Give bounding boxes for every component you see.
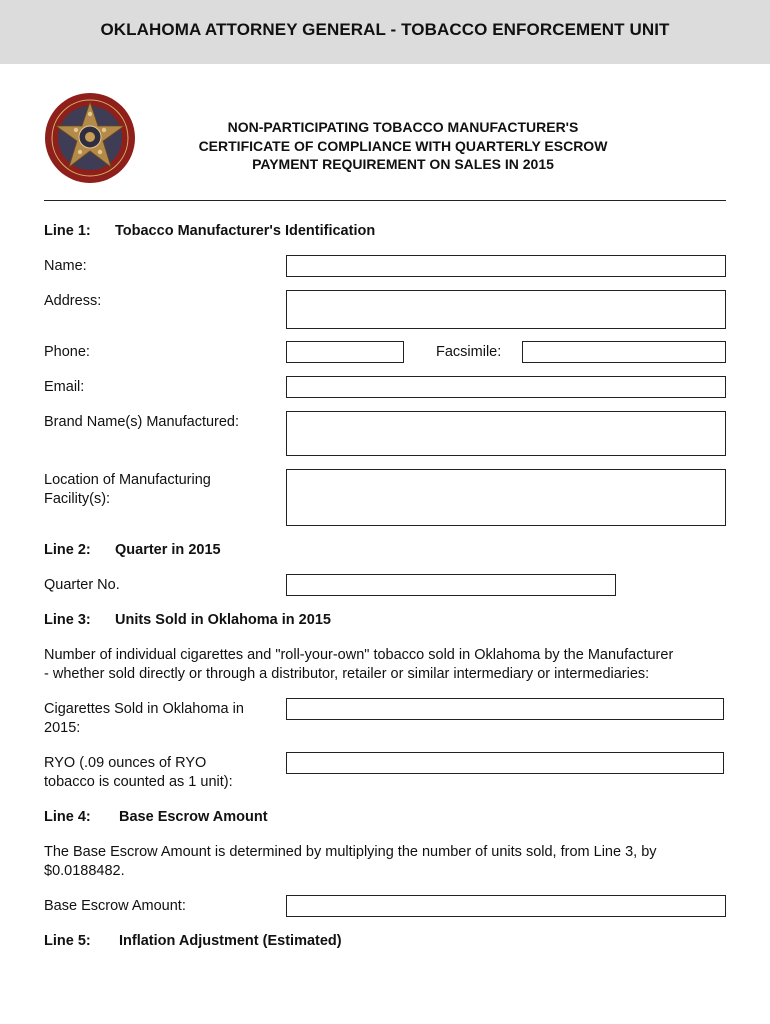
line4-description-line: $0.0188482. (44, 863, 125, 879)
cigarettes-sold-field[interactable] (286, 698, 724, 720)
banner-title: OKLAHOMA ATTORNEY GENERAL - TOBACCO ENFORCEMENT UNIT (100, 20, 670, 39)
great-seal-of-oklahoma-icon (44, 92, 136, 184)
phone-label: Phone: (44, 344, 90, 360)
base-escrow-label: Base Escrow Amount: (44, 898, 186, 914)
line1-heading: Tobacco Manufacturer's Identification (115, 223, 376, 239)
address-label: Address: (44, 293, 102, 309)
line3-label: Line 3: (44, 612, 91, 628)
ryo-label-line: RYO (.09 ounces of RYO (44, 755, 207, 771)
quarter-field[interactable] (286, 574, 616, 596)
location-field[interactable] (286, 469, 726, 526)
name-label: Name: (44, 258, 87, 274)
location-label-line: Location of Manufacturing (44, 472, 211, 488)
facsimile-label: Facsimile: (436, 344, 502, 360)
line5-heading: Inflation Adjustment (Estimated) (119, 933, 342, 949)
ryo-label-line: tobacco is counted as 1 unit): (44, 774, 233, 790)
email-label: Email: (44, 379, 85, 395)
name-field[interactable] (286, 255, 726, 277)
line2-label: Line 2: (44, 542, 91, 558)
facsimile-field[interactable] (522, 341, 726, 363)
address-field[interactable] (286, 290, 726, 329)
header-banner (0, 0, 770, 64)
line1-label: Line 1: (44, 223, 91, 239)
location-label-line: Facility(s): (44, 491, 111, 507)
email-field[interactable] (286, 376, 726, 398)
cigarettes-label-line: Cigarettes Sold in Oklahoma in (44, 701, 244, 717)
ryo-field[interactable] (286, 752, 724, 774)
line4-description-line: The Base Escrow Amount is determined by multiplying the number of units sold, from Line 3, by (44, 844, 657, 860)
line3-description-line: - whether sold directly or through a distributor, retailer or similar intermediary or intermediaries: (44, 666, 650, 682)
cigarettes-label-line: 2015: (44, 720, 81, 736)
brands-label: Brand Name(s) Manufactured: (44, 414, 240, 430)
quarter-label: Quarter No. (44, 577, 120, 593)
document-title-line: PAYMENT REQUIREMENT ON SALES IN 2015 (252, 156, 554, 172)
line2-heading: Quarter in 2015 (115, 542, 221, 558)
line3-heading: Units Sold in Oklahoma in 2015 (115, 612, 331, 628)
document-title-line: NON-PARTICIPATING TOBACCO MANUFACTURER'S (227, 119, 579, 135)
line4-heading: Base Escrow Amount (119, 809, 268, 825)
phone-field[interactable] (286, 341, 404, 363)
line3-description-line: Number of individual cigarettes and "roll-your-own" tobacco sold in Oklahoma by the Manufacturer (44, 647, 674, 663)
document-title-line: CERTIFICATE OF COMPLIANCE WITH QUARTERLY ESCROW (198, 137, 608, 154)
document-title (160, 118, 646, 174)
line5-label: Line 5: (44, 933, 91, 949)
line4-label: Line 4: (44, 809, 91, 825)
brands-field[interactable] (286, 411, 726, 456)
header-divider (44, 200, 726, 201)
base-escrow-field[interactable] (286, 895, 726, 917)
